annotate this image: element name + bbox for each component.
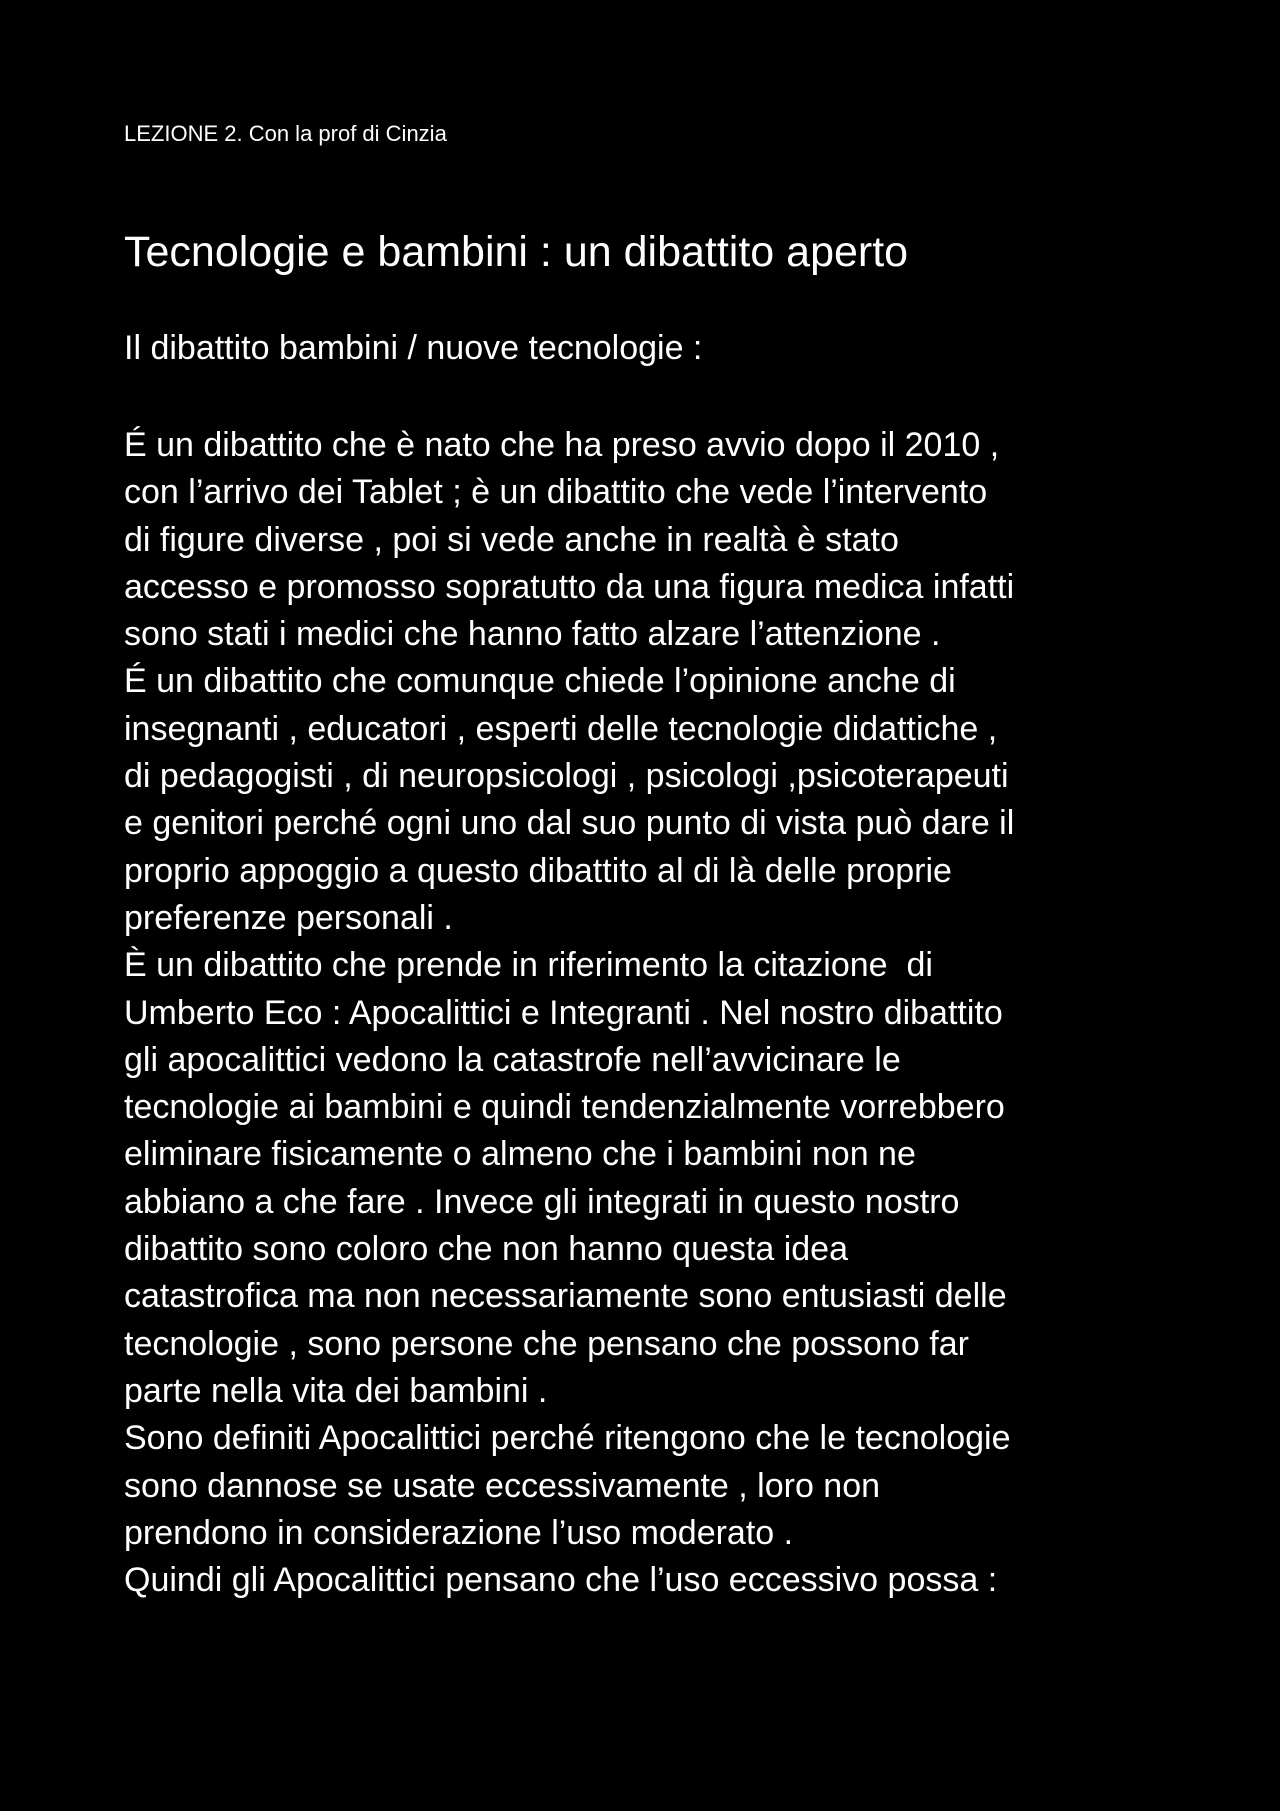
body-line: parte nella vita dei bambini . — [124, 1371, 548, 1410]
body-line: gli apocalittici vedono la catastrofe nell’avvicinare le — [124, 1040, 901, 1079]
body-paragraph — [124, 422, 1014, 1604]
body-line: di figure diverse , poi si vede anche in realtà è stato — [124, 520, 899, 559]
body-line: sono dannose se usate eccessivamente , loro non — [124, 1466, 881, 1505]
body-line: catastrofica ma non necessariamente sono entusiasti delle — [124, 1277, 1007, 1316]
body-line: Umberto Eco : Apocalittici e Integranti . Nel nostro dibattito — [124, 993, 1003, 1032]
body-line: É un dibattito che comunque chiede l’opinione anche di — [124, 662, 956, 701]
body-line: preferenze personali . — [124, 898, 453, 937]
body-line: proprio appoggio a questo dibattito al di là delle proprie — [124, 851, 952, 890]
body-line: di pedagogisti , di neuropsicologi , psicologi ,psicoterapeuti — [124, 757, 1009, 796]
body-line: e genitori perché ogni uno dal suo punto di vista può dare il — [124, 804, 1015, 843]
body-line: con l’arrivo dei Tablet ; è un dibattito che vede l’intervento — [124, 473, 988, 512]
body-line: eliminare fisicamente o almeno che i bambini non ne — [124, 1135, 916, 1174]
document-title: Tecnologie e bambini : un dibattito aperto — [124, 228, 909, 276]
body-line: Sono definiti Apocalittici perché ritengono che le tecnologie — [124, 1419, 1011, 1458]
body-line: tecnologie , sono persone che pensano che possono far — [124, 1324, 969, 1363]
body-line: insegnanti , educatori , esperti delle tecnologie didattiche , — [124, 709, 998, 748]
body-line: È un dibattito che prende in riferimento la citazione di — [124, 946, 933, 985]
body-line: prendono in considerazione l’uso moderato . — [124, 1513, 794, 1552]
body-line: accesso e promosso sopratutto da una figura medica infatti — [124, 567, 1015, 606]
body-line: abbiano a che fare . Invece gli integrati in questo nostro — [124, 1182, 960, 1221]
lesson-header: LEZIONE 2. Con la prof di Cinzia — [124, 121, 447, 146]
body-line: dibattito sono coloro che non hanno questa idea — [124, 1230, 848, 1269]
body-line: É un dibattito che è nato che ha preso avvio dopo il 2010 , — [124, 426, 1000, 464]
body-line: sono stati i medici che hanno fatto alzare l’attenzione . — [124, 615, 941, 654]
section-subtitle: Il dibattito bambini / nuove tecnologie : — [124, 329, 703, 367]
body-line: Quindi gli Apocalittici pensano che l’uso eccessivo possa : — [124, 1561, 998, 1600]
body-line: tecnologie ai bambini e quindi tendenzialmente vorrebbero — [124, 1088, 1005, 1127]
